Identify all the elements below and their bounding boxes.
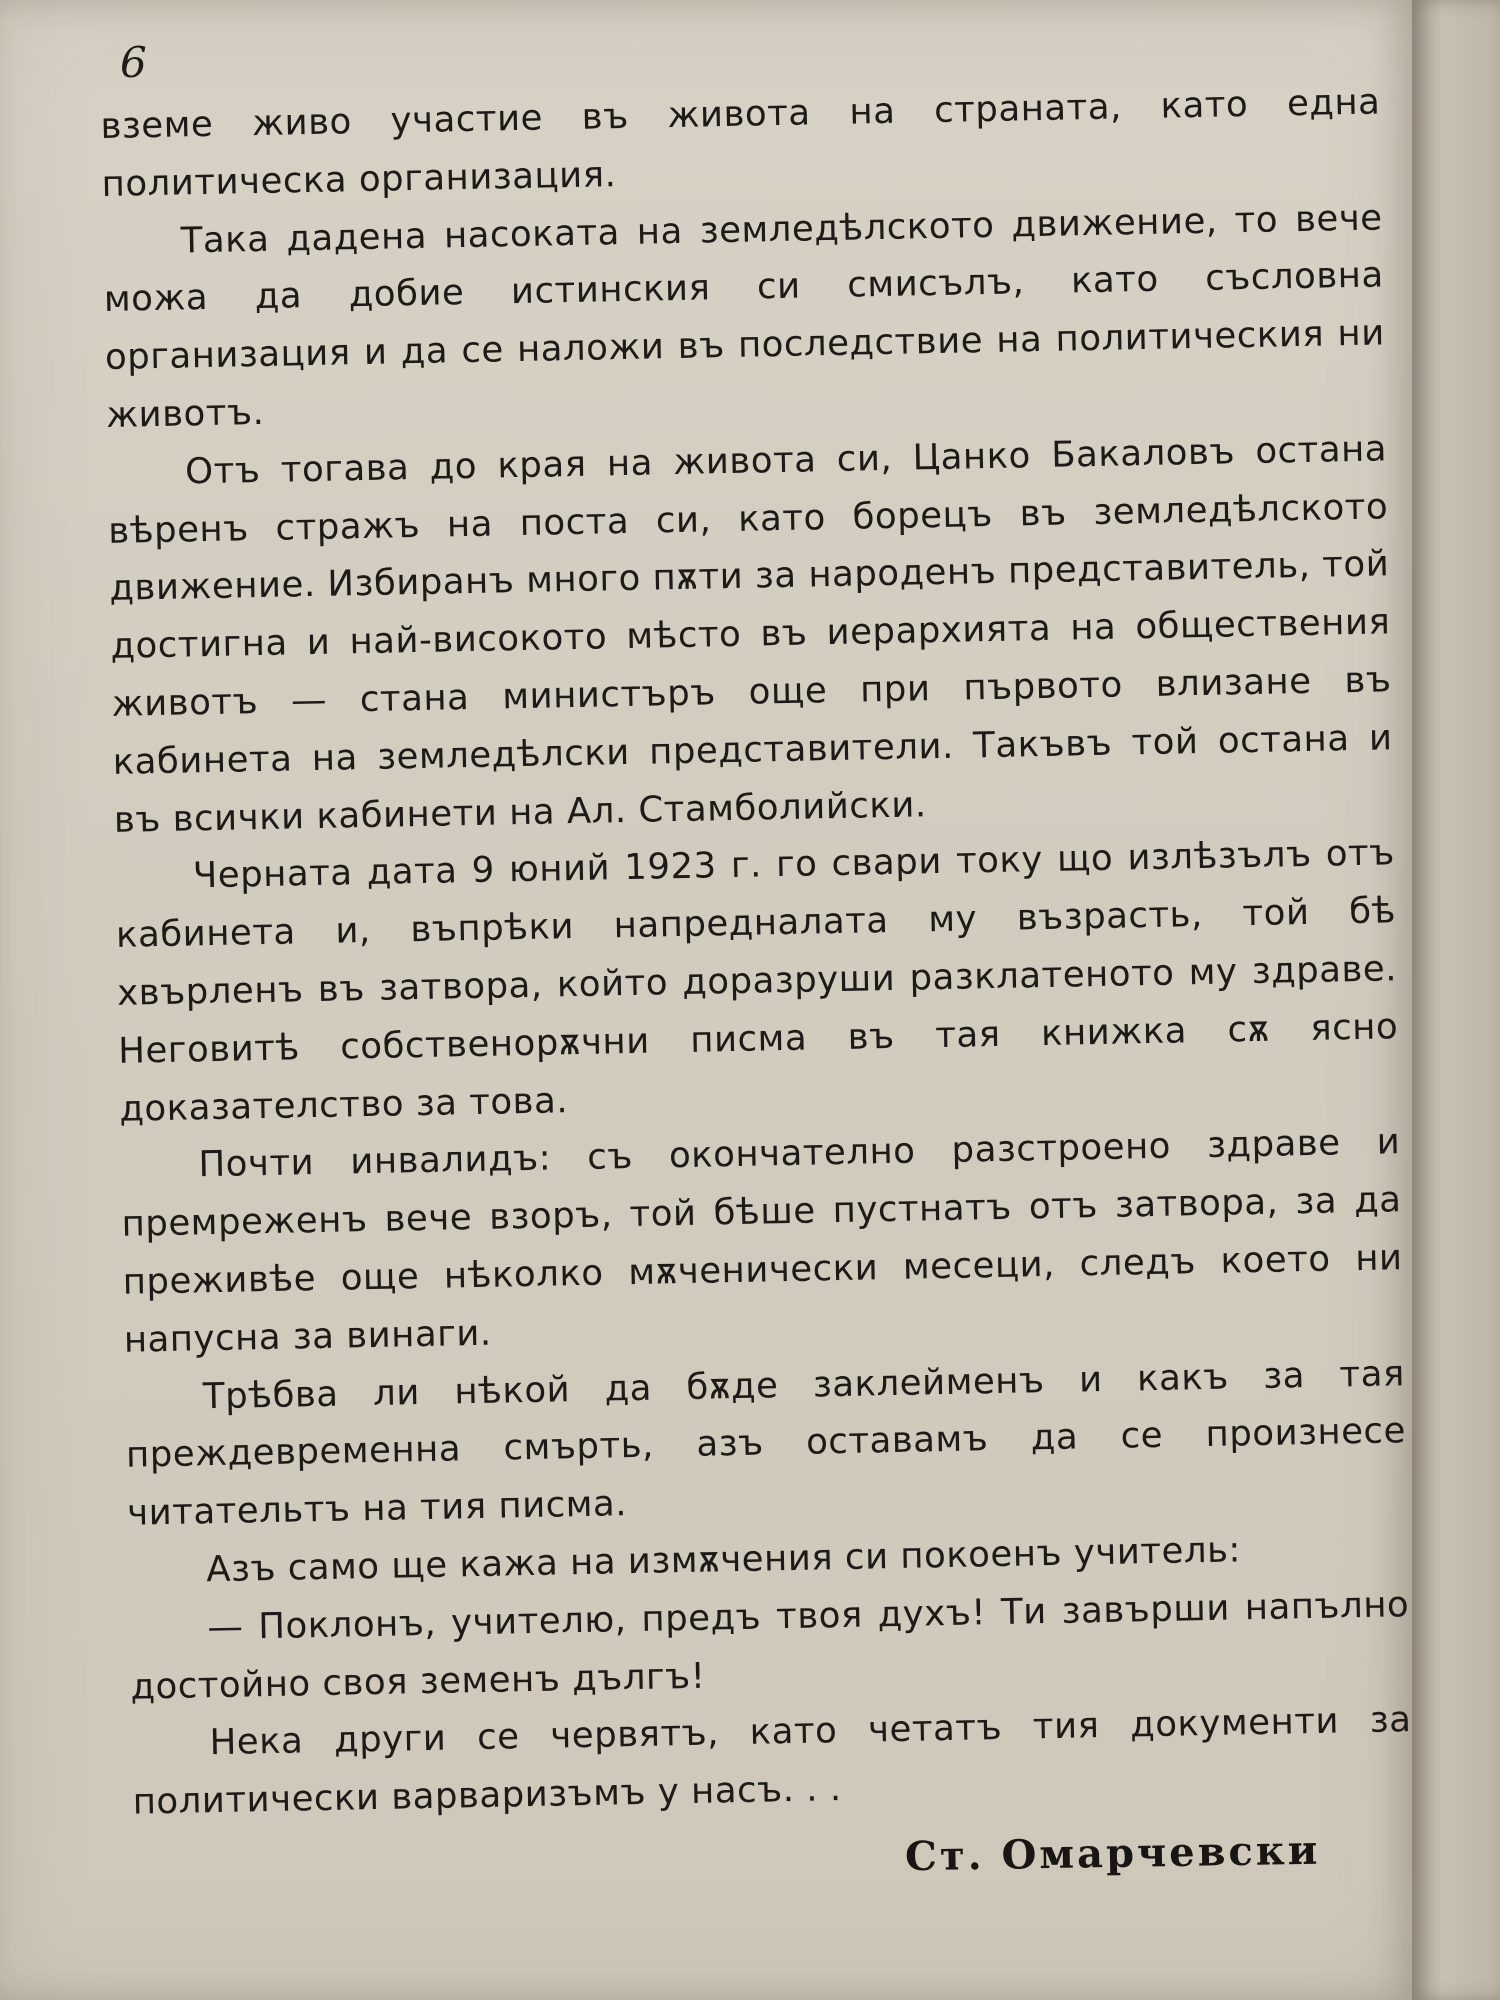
paragraph-5: Почти инвалидъ: съ окончателно разстроено здраве и премреженъ вече взоръ, той бѣше пустнатъ отъ затвора, за да преживѣе още нѣколко мѫченически месеци, следъ което ни напусна за винаги. (121, 1121, 1403, 1361)
paragraph-1: вземе живо участие въ живота на страната, като една политическа организация. (100, 81, 1381, 205)
author-signature: Ст. Омарчевски (904, 1826, 1321, 1881)
paragraph-3: Отъ тогава до края на живота си, Цанко Бакаловъ остана вѣренъ стражъ на поста си, като борецъ въ земледѣлското движение. Избиранъ много пѫти за народенъ представитель, той достигна и най-високото мѣсто въ иерархията на обществения животъ — стана министъръ още при първото влизане въ кабинета на земледѣлски представители. Такъвъ той остана и въ всички кабинети на Ал. Стамболийски. (107, 428, 1393, 841)
adjacent-page-edge (1412, 0, 1500, 2000)
paragraph-7: Азъ само ще кажа на измѫчения си покоенъ учитель: (205, 1529, 1242, 1591)
paragraph-6: Трѣбва ли нѣкой да бѫде заклейменъ и какъ за тая преждевременна смърть, азъ оставамъ да се произнесе читательтъ на тия писма. (125, 1352, 1407, 1534)
page-number: 6 (120, 38, 147, 87)
paragraph-8: — Поклонъ, учителю, предъ твоя духъ! Ти завърши напълно достойно своя земенъ дългъ! (130, 1583, 1410, 1708)
paragraph-2: Така дадена насоката на земледѣлското движение, то вече можа да добие истинския си смисълъ, като съсловна организация и да се наложи въ последствие на политическия ни животъ. (103, 196, 1386, 436)
paragraph-9: Нека други се червятъ, като четатъ тия документи за политически варваризъмъ у насъ. . . (132, 1699, 1412, 1823)
paragraph-4: Черната дата 9 юний 1923 г. го свари току що излѣзълъ отъ кабинета и, въпрѣки напредналата му възрасть, той бѣ хвърленъ въ затвора, който доразруши разклатеното му здраве. Неговитѣ собственорѫчни писма въ тая книжка сѫ ясно доказателство за това. (115, 832, 1399, 1130)
body-text (100, 73, 1413, 1831)
